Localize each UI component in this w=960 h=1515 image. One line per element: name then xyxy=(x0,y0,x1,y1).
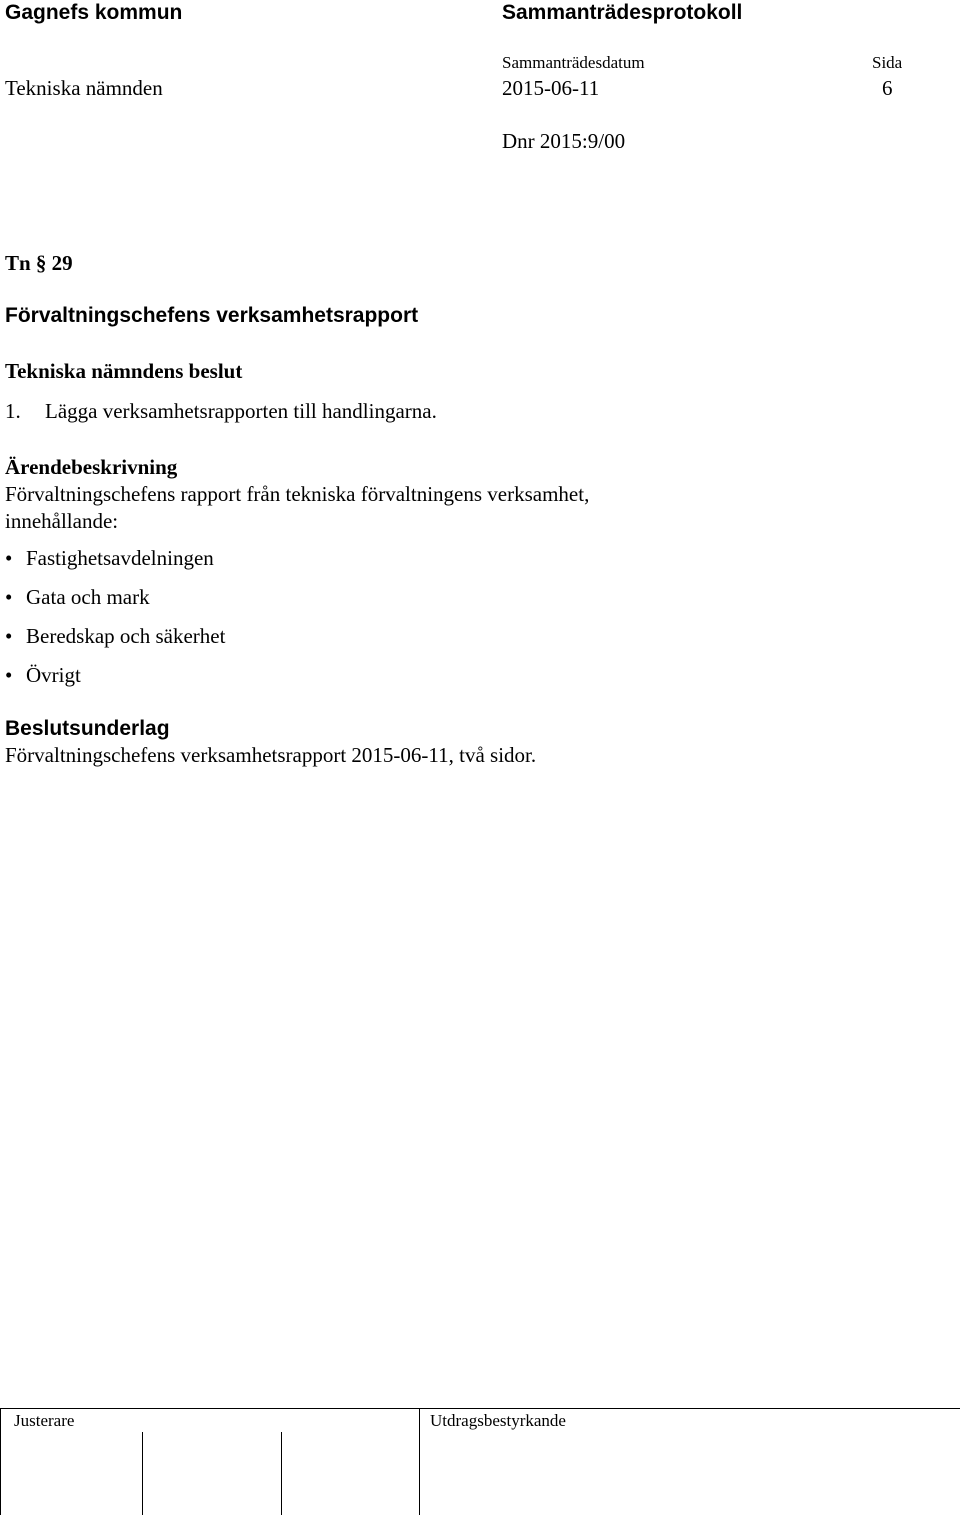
section-title: Förvaltningschefens verksamhetsrapport xyxy=(5,304,419,327)
decision-item-number: 1. xyxy=(5,399,21,423)
description-text: innehållande: xyxy=(5,509,119,533)
signature-box-border xyxy=(419,1408,420,1515)
signature-box-border xyxy=(0,1408,1,1515)
description-heading: Ärendebeskrivning xyxy=(5,455,178,479)
signature-box-divider xyxy=(281,1432,282,1515)
list-item-label: Gata och mark xyxy=(26,585,150,609)
bullet-icon: • xyxy=(5,585,13,609)
signature-box-divider xyxy=(142,1432,143,1515)
bullet-icon: • xyxy=(5,624,13,648)
list-item xyxy=(5,584,150,610)
section-id: Tn § 29 xyxy=(5,251,73,275)
list-item xyxy=(5,662,81,688)
list-item-label: Övrigt xyxy=(26,663,81,687)
page-label: Sida xyxy=(872,53,903,72)
list-item xyxy=(5,623,225,649)
utdrag-label: Utdragsbestyrkande xyxy=(430,1411,566,1430)
case-number: Dnr 2015:9/00 xyxy=(502,129,626,153)
meeting-date: 2015-06-11 xyxy=(502,76,600,100)
list-item xyxy=(5,545,214,571)
document-type: Sammanträdesprotokoll xyxy=(502,1,743,24)
decision-item-text: Lägga verksamhetsrapporten till handlingarna. xyxy=(45,399,437,423)
decision-heading: Tekniska nämndens beslut xyxy=(5,359,243,383)
description-text: Förvaltningschefens rapport från tekniska förvaltningens verksamhet, xyxy=(5,482,590,506)
basis-text: Förvaltningschefens verksamhetsrapport 2015-06-11, två sidor. xyxy=(5,743,537,767)
committee-name: Tekniska nämnden xyxy=(5,76,163,100)
page-number: 6 xyxy=(882,76,893,100)
footer-divider xyxy=(0,1408,960,1409)
decision-item xyxy=(5,398,437,424)
bullet-icon: • xyxy=(5,663,13,687)
basis-heading: Beslutsunderlag xyxy=(5,717,170,740)
meeting-date-label: Sammanträdesdatum xyxy=(502,53,645,72)
justerare-label: Justerare xyxy=(14,1411,75,1430)
list-item-label: Fastighetsavdelningen xyxy=(26,546,214,570)
list-item-label: Beredskap och säkerhet xyxy=(26,624,226,648)
bullet-icon: • xyxy=(5,546,13,570)
organization-name: Gagnefs kommun xyxy=(5,1,183,24)
